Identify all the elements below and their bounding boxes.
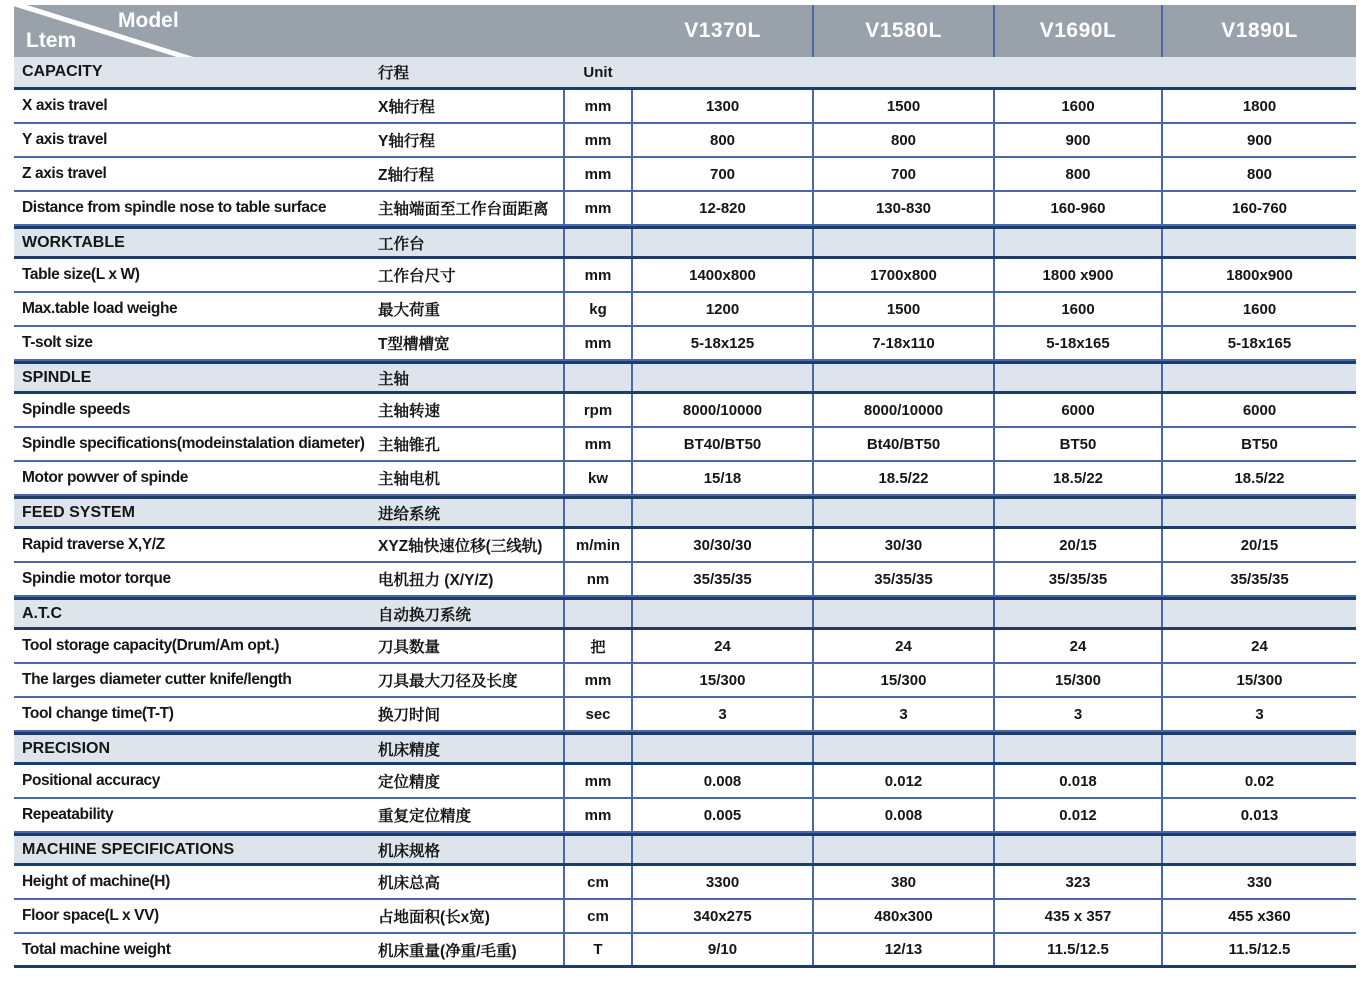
value-cell: 900 (993, 124, 1161, 156)
value-cell: 15/300 (1161, 664, 1356, 696)
value-cell: 0.008 (812, 799, 993, 831)
value-cell: 435 x 357 (993, 900, 1161, 932)
value-cell: 340x275 (693, 907, 752, 925)
value-cell: 160-960 (993, 192, 1161, 224)
spec-row (14, 900, 1356, 934)
value-cell: 1800 (1161, 90, 1356, 122)
value-cell (1161, 57, 1356, 87)
value-cell: 455 x360 (1161, 900, 1356, 932)
value-cell: 1800 x900 (993, 259, 1161, 291)
spec-row (14, 799, 1356, 833)
value-cell: 15/18 (703, 469, 742, 487)
value-cell: BT50 (993, 428, 1161, 460)
value-cell: 480x300 (812, 900, 993, 932)
item-name-cn: 重复定位精度 (378, 808, 472, 825)
item-name-cn: 机床重量(净重/毛重) (378, 942, 517, 960)
value-cell (812, 499, 993, 526)
item-name-en: Spindle speeds (22, 401, 131, 418)
section-title-cn: 工作台 (378, 235, 425, 253)
value-cell: 1600 (993, 90, 1161, 122)
model-column-header: V1580L (812, 5, 993, 57)
value-cell: 380 (812, 866, 993, 898)
value-cell: 20/15 (993, 529, 1161, 561)
unit-cell: m/min (563, 529, 633, 561)
spec-row (14, 563, 1356, 597)
unit-cell: mm (563, 765, 633, 797)
unit-cell: mm (563, 327, 633, 359)
value-cell (993, 57, 1161, 87)
item-name-cn: XYZ轴快速位移(三线轨) (378, 538, 543, 555)
value-cell: 15/300 (812, 664, 993, 696)
item-name-cn: 电机扭力 (X/Y/Z) (378, 572, 494, 589)
spec-row (14, 529, 1356, 563)
value-cell: 1800x900 (1161, 259, 1356, 291)
value-cell: 35/35/35 (993, 563, 1161, 595)
value-cell: 0.018 (993, 765, 1161, 797)
section-title-en: PRECISION (22, 739, 111, 757)
unit-cell (563, 364, 633, 391)
value-cell (812, 57, 993, 87)
item-name-en: Z axis travel (22, 165, 107, 182)
value-cell (633, 364, 812, 391)
section-title-cn: 进给系统 (378, 505, 441, 523)
spec-sheet (14, 5, 1356, 968)
section-title-cn: 机床规格 (378, 842, 441, 860)
value-cell: BT40/BT50 (683, 435, 762, 453)
value-cell (633, 229, 812, 256)
unit-cell: mm (563, 158, 633, 190)
value-cell: 15/300 (993, 664, 1161, 696)
item-name-cn: X轴行程 (378, 99, 435, 116)
section-title-cn: 自动换刀系统 (378, 606, 472, 624)
section-title-cn: 行程 (378, 65, 410, 82)
value-cell: 6000 (993, 394, 1161, 426)
item-name-cn: 主轴锥孔 (378, 437, 441, 454)
item-name-en: Tool storage capacity(Drum/Am opt.) (22, 637, 279, 654)
value-cell (993, 735, 1161, 762)
value-cell: 800 (709, 131, 736, 149)
value-cell (993, 229, 1161, 256)
spec-row (14, 259, 1356, 293)
value-cell: 130-830 (812, 192, 993, 224)
value-cell (1161, 600, 1356, 627)
value-cell: 800 (812, 124, 993, 156)
value-cell (633, 600, 812, 627)
unit-cell: mm (563, 664, 633, 696)
value-cell: 0.013 (1161, 799, 1356, 831)
unit-cell: mm (563, 799, 633, 831)
value-cell (812, 836, 993, 863)
unit-cell: cm (563, 866, 633, 898)
value-cell: 11.5/12.5 (1161, 934, 1356, 965)
item-name-en: Y axis travel (22, 131, 107, 148)
spec-row (14, 192, 1356, 226)
item-name-en: Tool change time(T-T) (22, 705, 174, 722)
value-cell: 700 (812, 158, 993, 190)
value-cell (993, 364, 1161, 391)
value-cell (1161, 364, 1356, 391)
value-cell: 1200 (705, 300, 740, 318)
value-cell (812, 600, 993, 627)
value-cell (993, 836, 1161, 863)
value-cell (633, 735, 812, 762)
value-cell: 0.008 (703, 772, 742, 790)
corner-model-label: Model (118, 9, 179, 32)
item-name-en: Total machine weight (22, 940, 171, 958)
section-title-en: A.T.C (22, 604, 62, 622)
unit-cell: mm (563, 90, 633, 122)
value-cell: 6000 (1161, 394, 1356, 426)
section-title-en: MACHINE SPECIFICATIONS (22, 840, 235, 858)
item-name-cn: Y轴行程 (378, 133, 435, 150)
item-name-en: Table size(L x W) (22, 266, 140, 283)
section-row (14, 597, 1356, 630)
spec-row (14, 934, 1356, 968)
value-cell: 1700x800 (812, 259, 993, 291)
value-cell: 8000/10000 (682, 401, 763, 419)
item-name-en: Spindie motor torque (22, 570, 171, 587)
item-name-en: X axis travel (22, 97, 108, 114)
value-cell (1161, 836, 1356, 863)
value-cell: 30/30/30 (693, 536, 752, 554)
unit-cell: nm (563, 563, 633, 595)
value-cell: 12-820 (699, 199, 746, 217)
value-cell (1161, 499, 1356, 526)
item-name-cn: 定位精度 (378, 774, 441, 791)
model-headers (633, 5, 1356, 57)
item-name-cn: T型槽槽宽 (378, 336, 450, 353)
unit-cell: kw (563, 462, 633, 494)
value-cell: 3300 (705, 873, 740, 891)
value-cell: 24 (714, 637, 731, 655)
value-cell: 35/35/35 (1161, 563, 1356, 595)
value-cell: 3 (812, 698, 993, 730)
value-cell: 35/35/35 (812, 563, 993, 595)
value-cell: 3 (993, 698, 1161, 730)
value-cell: 3 (718, 705, 727, 723)
item-name-en: Rapid traverse X,Y/Z (22, 536, 165, 553)
unit-cell (563, 499, 633, 526)
section-title-en: SPINDLE (22, 368, 92, 386)
section-title-en: WORKTABLE (22, 233, 125, 251)
section-title-cn: 主轴 (378, 370, 410, 388)
value-cell: 1600 (993, 293, 1161, 325)
table-header (14, 5, 1356, 57)
unit-cell (563, 735, 633, 762)
unit-cell: kg (563, 293, 633, 325)
section-row (14, 226, 1356, 259)
unit-cell: rpm (563, 394, 633, 426)
value-cell: 800 (993, 158, 1161, 190)
value-cell: 30/30 (812, 529, 993, 561)
unit-cell: mm (563, 428, 633, 460)
item-name-en: Motor powver of spinde (22, 469, 189, 486)
spec-row (14, 866, 1356, 900)
value-cell: 0.012 (812, 765, 993, 797)
item-name-en: The larges diameter cutter knife/length (22, 671, 292, 688)
unit-cell: sec (563, 698, 633, 730)
item-name-cn: Z轴行程 (378, 167, 434, 184)
section-row (14, 833, 1356, 866)
section-row (14, 496, 1356, 529)
spec-row (14, 124, 1356, 158)
corner-item-label: Ltem (26, 29, 77, 52)
value-cell: 1400x800 (689, 266, 756, 284)
value-cell: 12/13 (812, 934, 993, 965)
unit-cell (563, 600, 633, 627)
item-name-cn: 机床总高 (378, 875, 441, 892)
value-cell: 18.5/22 (993, 462, 1161, 494)
value-cell (812, 735, 993, 762)
value-cell (1161, 229, 1356, 256)
value-cell: 1500 (812, 90, 993, 122)
item-name-cn: 工作台尺寸 (378, 268, 456, 285)
value-cell: 0.012 (993, 799, 1161, 831)
spec-row (14, 293, 1356, 327)
value-cell: 24 (993, 630, 1161, 662)
unit-cell: cm (563, 900, 633, 932)
value-cell: 5-18x125 (690, 334, 755, 352)
spec-row (14, 158, 1356, 192)
item-name-en: T-solt size (22, 334, 93, 351)
value-cell: 0.005 (703, 806, 742, 824)
unit-cell: T (563, 934, 633, 965)
section-row (14, 732, 1356, 765)
section-row (14, 57, 1356, 90)
item-name-en: Max.table load weighe (22, 300, 178, 317)
item-name-en: Height of machine(H) (22, 873, 170, 890)
value-cell: 15/300 (699, 671, 746, 689)
item-name-cn: 刀具数量 (378, 639, 441, 656)
value-cell: 330 (1161, 866, 1356, 898)
item-name-cn: 占地面积(长x宽) (378, 909, 490, 926)
model-column-header: V1690L (993, 5, 1161, 57)
value-cell: 323 (993, 866, 1161, 898)
model-column-header: V1370L (684, 19, 761, 42)
value-cell: BT50 (1161, 428, 1356, 460)
item-name-cn: 刀具最大刀径及长度 (378, 673, 518, 690)
value-cell: 1500 (812, 293, 993, 325)
value-cell: 5-18x165 (993, 327, 1161, 359)
spec-row (14, 327, 1356, 361)
item-name-cn: 主轴转速 (378, 403, 441, 420)
item-name-cn: 最大荷重 (378, 302, 441, 319)
section-title-en: CAPACITY (22, 63, 103, 80)
unit-cell: mm (563, 192, 633, 224)
value-cell: 0.02 (1161, 765, 1356, 797)
value-cell: 800 (1161, 158, 1356, 190)
item-name-cn: 换刀时间 (378, 707, 441, 724)
unit-cell: mm (563, 259, 633, 291)
value-cell (812, 229, 993, 256)
value-cell: 20/15 (1161, 529, 1356, 561)
value-cell (633, 57, 812, 87)
header-corner-cell (14, 5, 633, 57)
spec-row (14, 394, 1356, 428)
spec-row (14, 765, 1356, 799)
spec-row (14, 664, 1356, 698)
item-name-en: Distance from spindle nose to table surface (22, 199, 327, 216)
value-cell: 3 (1161, 698, 1356, 730)
value-cell: 1300 (705, 97, 740, 115)
value-cell: 24 (812, 630, 993, 662)
section-title-en: FEED SYSTEM (22, 503, 135, 521)
item-name-cn: 主轴端面至工作台面距离 (378, 201, 549, 218)
value-cell: 7-18x110 (812, 327, 993, 359)
table-body (14, 57, 1356, 968)
unit-cell: 把 (563, 630, 633, 662)
unit-cell (563, 836, 633, 863)
spec-row (14, 698, 1356, 732)
value-cell (633, 499, 812, 526)
unit-cell: mm (563, 124, 633, 156)
spec-row (14, 428, 1356, 462)
unit-cell: Unit (583, 63, 613, 81)
value-cell (1161, 735, 1356, 762)
value-cell: 1600 (1161, 293, 1356, 325)
value-cell: 11.5/12.5 (993, 934, 1161, 965)
value-cell: 24 (1161, 630, 1356, 662)
item-name-en: Positional accuracy (22, 772, 160, 789)
item-name-en: Repeatability (22, 806, 114, 823)
value-cell: 35/35/35 (693, 570, 752, 588)
value-cell: 18.5/22 (812, 462, 993, 494)
value-cell (993, 499, 1161, 526)
value-cell (993, 600, 1161, 627)
value-cell: 700 (709, 165, 736, 183)
item-name-en: Spindle specifications(modeinstalation diameter) (22, 435, 365, 452)
item-name-en: Floor space(L x VV) (22, 907, 159, 924)
value-cell: 18.5/22 (1161, 462, 1356, 494)
value-cell: 5-18x165 (1161, 327, 1356, 359)
spec-row (14, 462, 1356, 496)
section-title-cn: 机床精度 (378, 741, 441, 759)
section-row (14, 361, 1356, 394)
model-column-header: V1890L (1161, 5, 1356, 57)
value-cell: 9/10 (707, 941, 738, 958)
value-cell (812, 364, 993, 391)
value-cell: 160-760 (1161, 192, 1356, 224)
value-cell (633, 836, 812, 863)
value-cell: Bt40/BT50 (812, 428, 993, 460)
item-name-cn: 主轴电机 (378, 471, 441, 488)
unit-cell (563, 229, 633, 256)
spec-row (14, 90, 1356, 124)
value-cell: 8000/10000 (812, 394, 993, 426)
spec-row (14, 630, 1356, 664)
value-cell: 900 (1161, 124, 1356, 156)
